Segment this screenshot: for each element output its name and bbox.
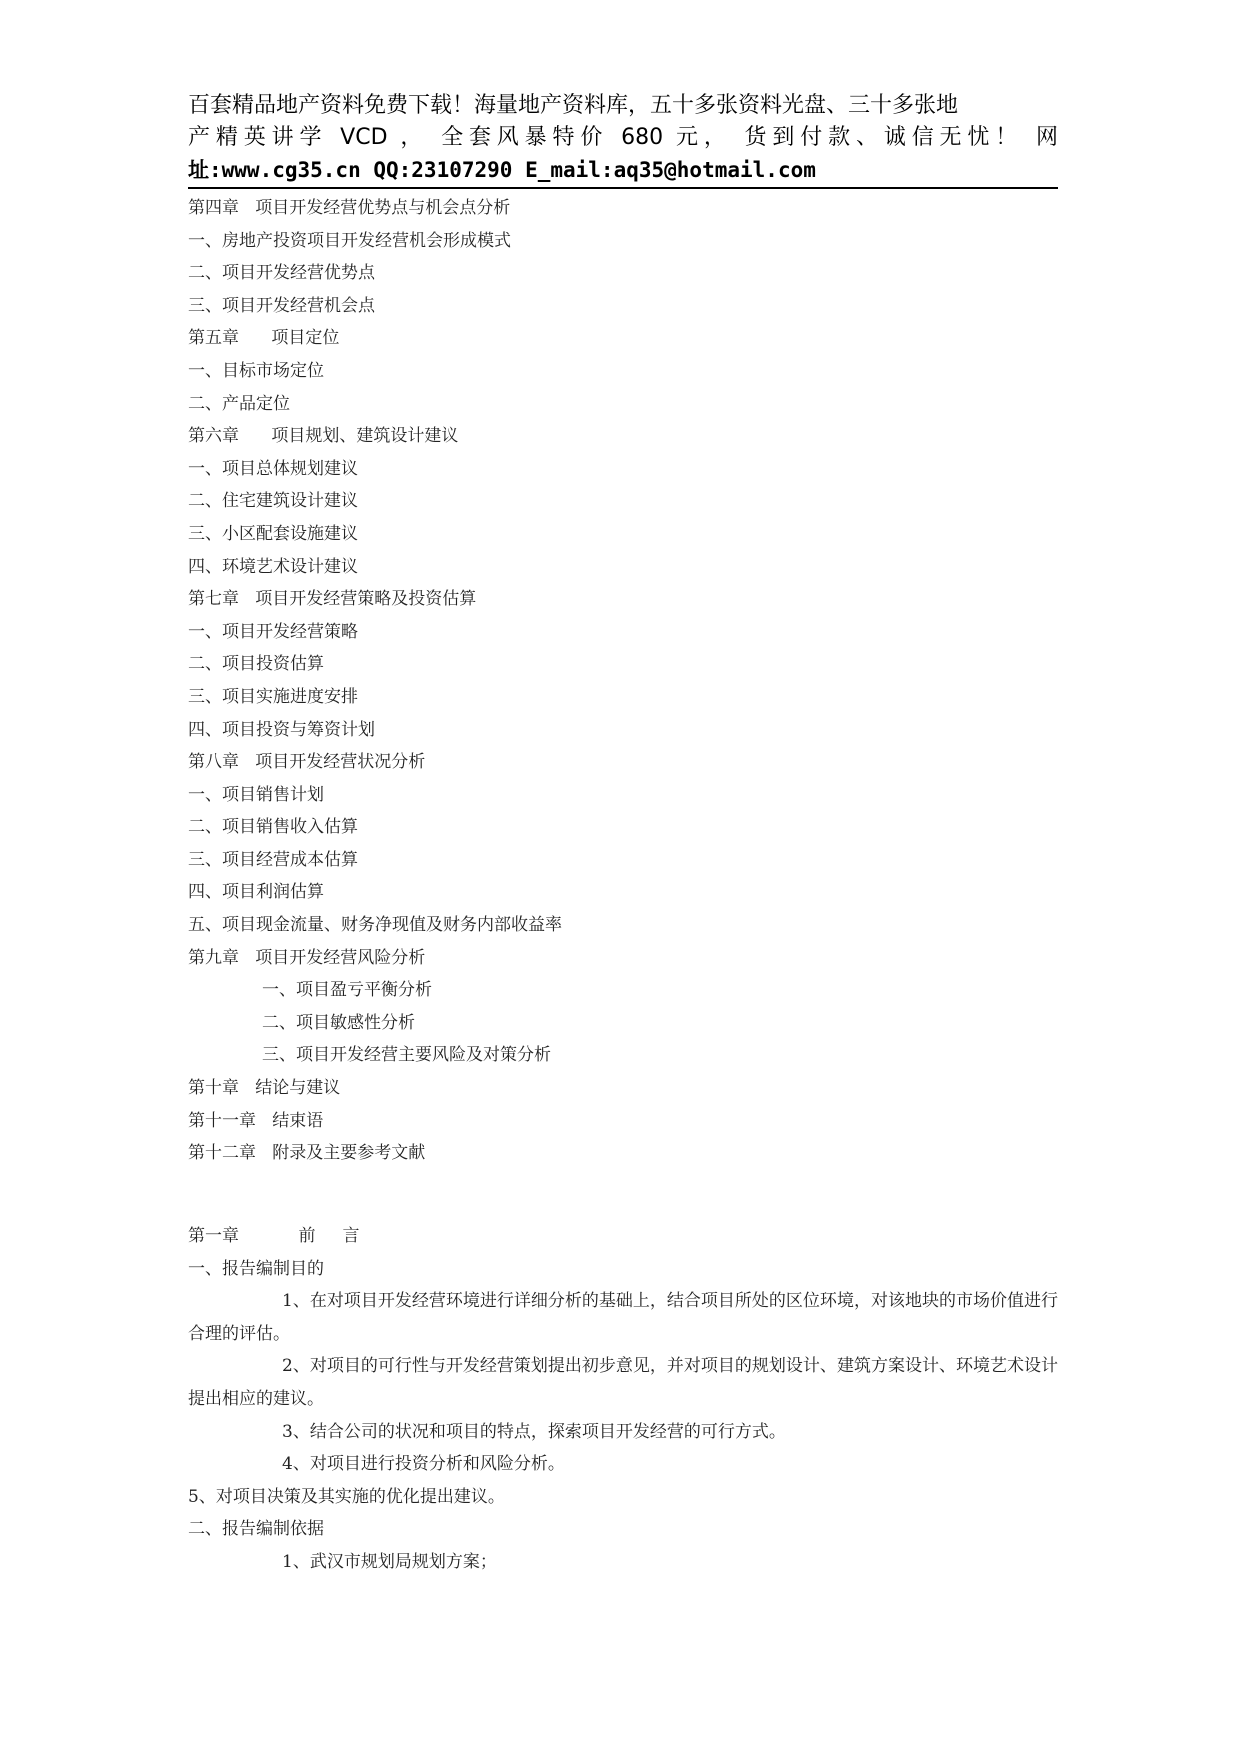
- paragraph: 3、结合公司的状况和项目的特点，探索项目开发经营的可行方式。: [282, 1421, 786, 1442]
- chapter-title: 第一章 前 言: [188, 1226, 360, 1246]
- paragraph: 2、对项目的可行性与开发经营策划提出初步意见，并对项目的规划设计、建筑方案设计、环境艺术设计提出相应的建议。: [188, 1356, 1058, 1409]
- toc-entry: 三、项目开发经营主要风险及对策分析: [262, 1045, 551, 1066]
- toc-entry: 三、项目实施进度安排: [188, 686, 358, 707]
- toc-entry: 二、项目开发经营优势点: [188, 263, 375, 284]
- toc-entry: 第十二章 附录及主要参考文献: [188, 1143, 426, 1164]
- toc-entry: 第九章 项目开发经营风险分析: [188, 947, 426, 968]
- toc-entry: 第十章 结论与建议: [188, 1078, 341, 1099]
- toc-entry: 一、项目盈亏平衡分析: [262, 980, 432, 1001]
- header-divider: [188, 187, 1058, 189]
- paragraph: 1、武汉市规划局规划方案；: [282, 1551, 497, 1572]
- toc-entry: 第七章 项目开发经营策略及投资估算: [188, 589, 477, 610]
- paragraph: 5、对项目决策及其实施的优化提出建议。: [188, 1486, 505, 1507]
- toc-entry: 三、项目经营成本估算: [188, 849, 358, 870]
- toc-entry: 三、小区配套设施建议: [188, 523, 358, 544]
- toc-entry: 四、环境艺术设计建议: [188, 556, 358, 577]
- toc-entry: 一、项目总体规划建议: [188, 458, 358, 479]
- section-heading: 二、报告编制依据: [188, 1519, 324, 1540]
- promo-header: [188, 90, 1058, 186]
- toc-entry: 第八章 项目开发经营状况分析: [188, 752, 426, 773]
- paragraph: 4、对项目进行投资分析和风险分析。: [282, 1454, 565, 1475]
- toc-entry: 二、项目投资估算: [188, 654, 324, 675]
- toc-entry: 四、项目投资与筹资计划: [188, 719, 375, 740]
- toc-entry: 二、住宅建筑设计建议: [188, 491, 358, 512]
- toc-entry: 三、项目开发经营机会点: [188, 295, 375, 316]
- toc-entry: 二、产品定位: [188, 393, 290, 414]
- toc-entry: 一、项目开发经营策略: [188, 621, 358, 642]
- header-line-1: 百套精品地产资料免费下载！海量地产资料库，五十多张资料光盘、三十多张地: [188, 93, 959, 118]
- toc-entry: 五、项目现金流量、财务净现值及财务内部收益率: [188, 915, 562, 936]
- toc-entry: 第五章 项目定位: [188, 328, 340, 349]
- toc-entry: 二、项目敏感性分析: [262, 1012, 415, 1033]
- toc-entry: 一、目标市场定位: [188, 360, 324, 381]
- toc-entry: 一、项目销售计划: [188, 784, 324, 805]
- toc-entry: 一、房地产投资项目开发经营机会形成模式: [188, 230, 511, 251]
- header-line-3: 址:www.cg35.cn QQ:23107290 E_mail:aq35@hotmail.com: [188, 158, 816, 182]
- toc-entry: 第十一章 结束语: [188, 1110, 324, 1131]
- header-line-2: 产精英讲学 VCD ， 全套风暴特价 680 元， 货到付款、诚信无忧！ 网: [188, 125, 1058, 150]
- toc-entry: 四、项目利润估算: [188, 882, 324, 903]
- toc-entry: 第六章 项目规划、建筑设计建议: [188, 426, 459, 447]
- paragraph: 1、在对项目开发经营环境进行详细分析的基础上，结合项目所处的区位环境，对该地块的市场价值进行合理的评估。: [188, 1291, 1058, 1344]
- toc-entry: 第四章 项目开发经营优势点与机会点分析: [188, 198, 511, 218]
- table-of-contents: [188, 192, 1058, 1170]
- section-heading: 一、报告编制目的: [188, 1258, 324, 1279]
- chapter-one: [188, 1220, 1058, 1579]
- toc-entry: 二、项目销售收入估算: [188, 817, 358, 838]
